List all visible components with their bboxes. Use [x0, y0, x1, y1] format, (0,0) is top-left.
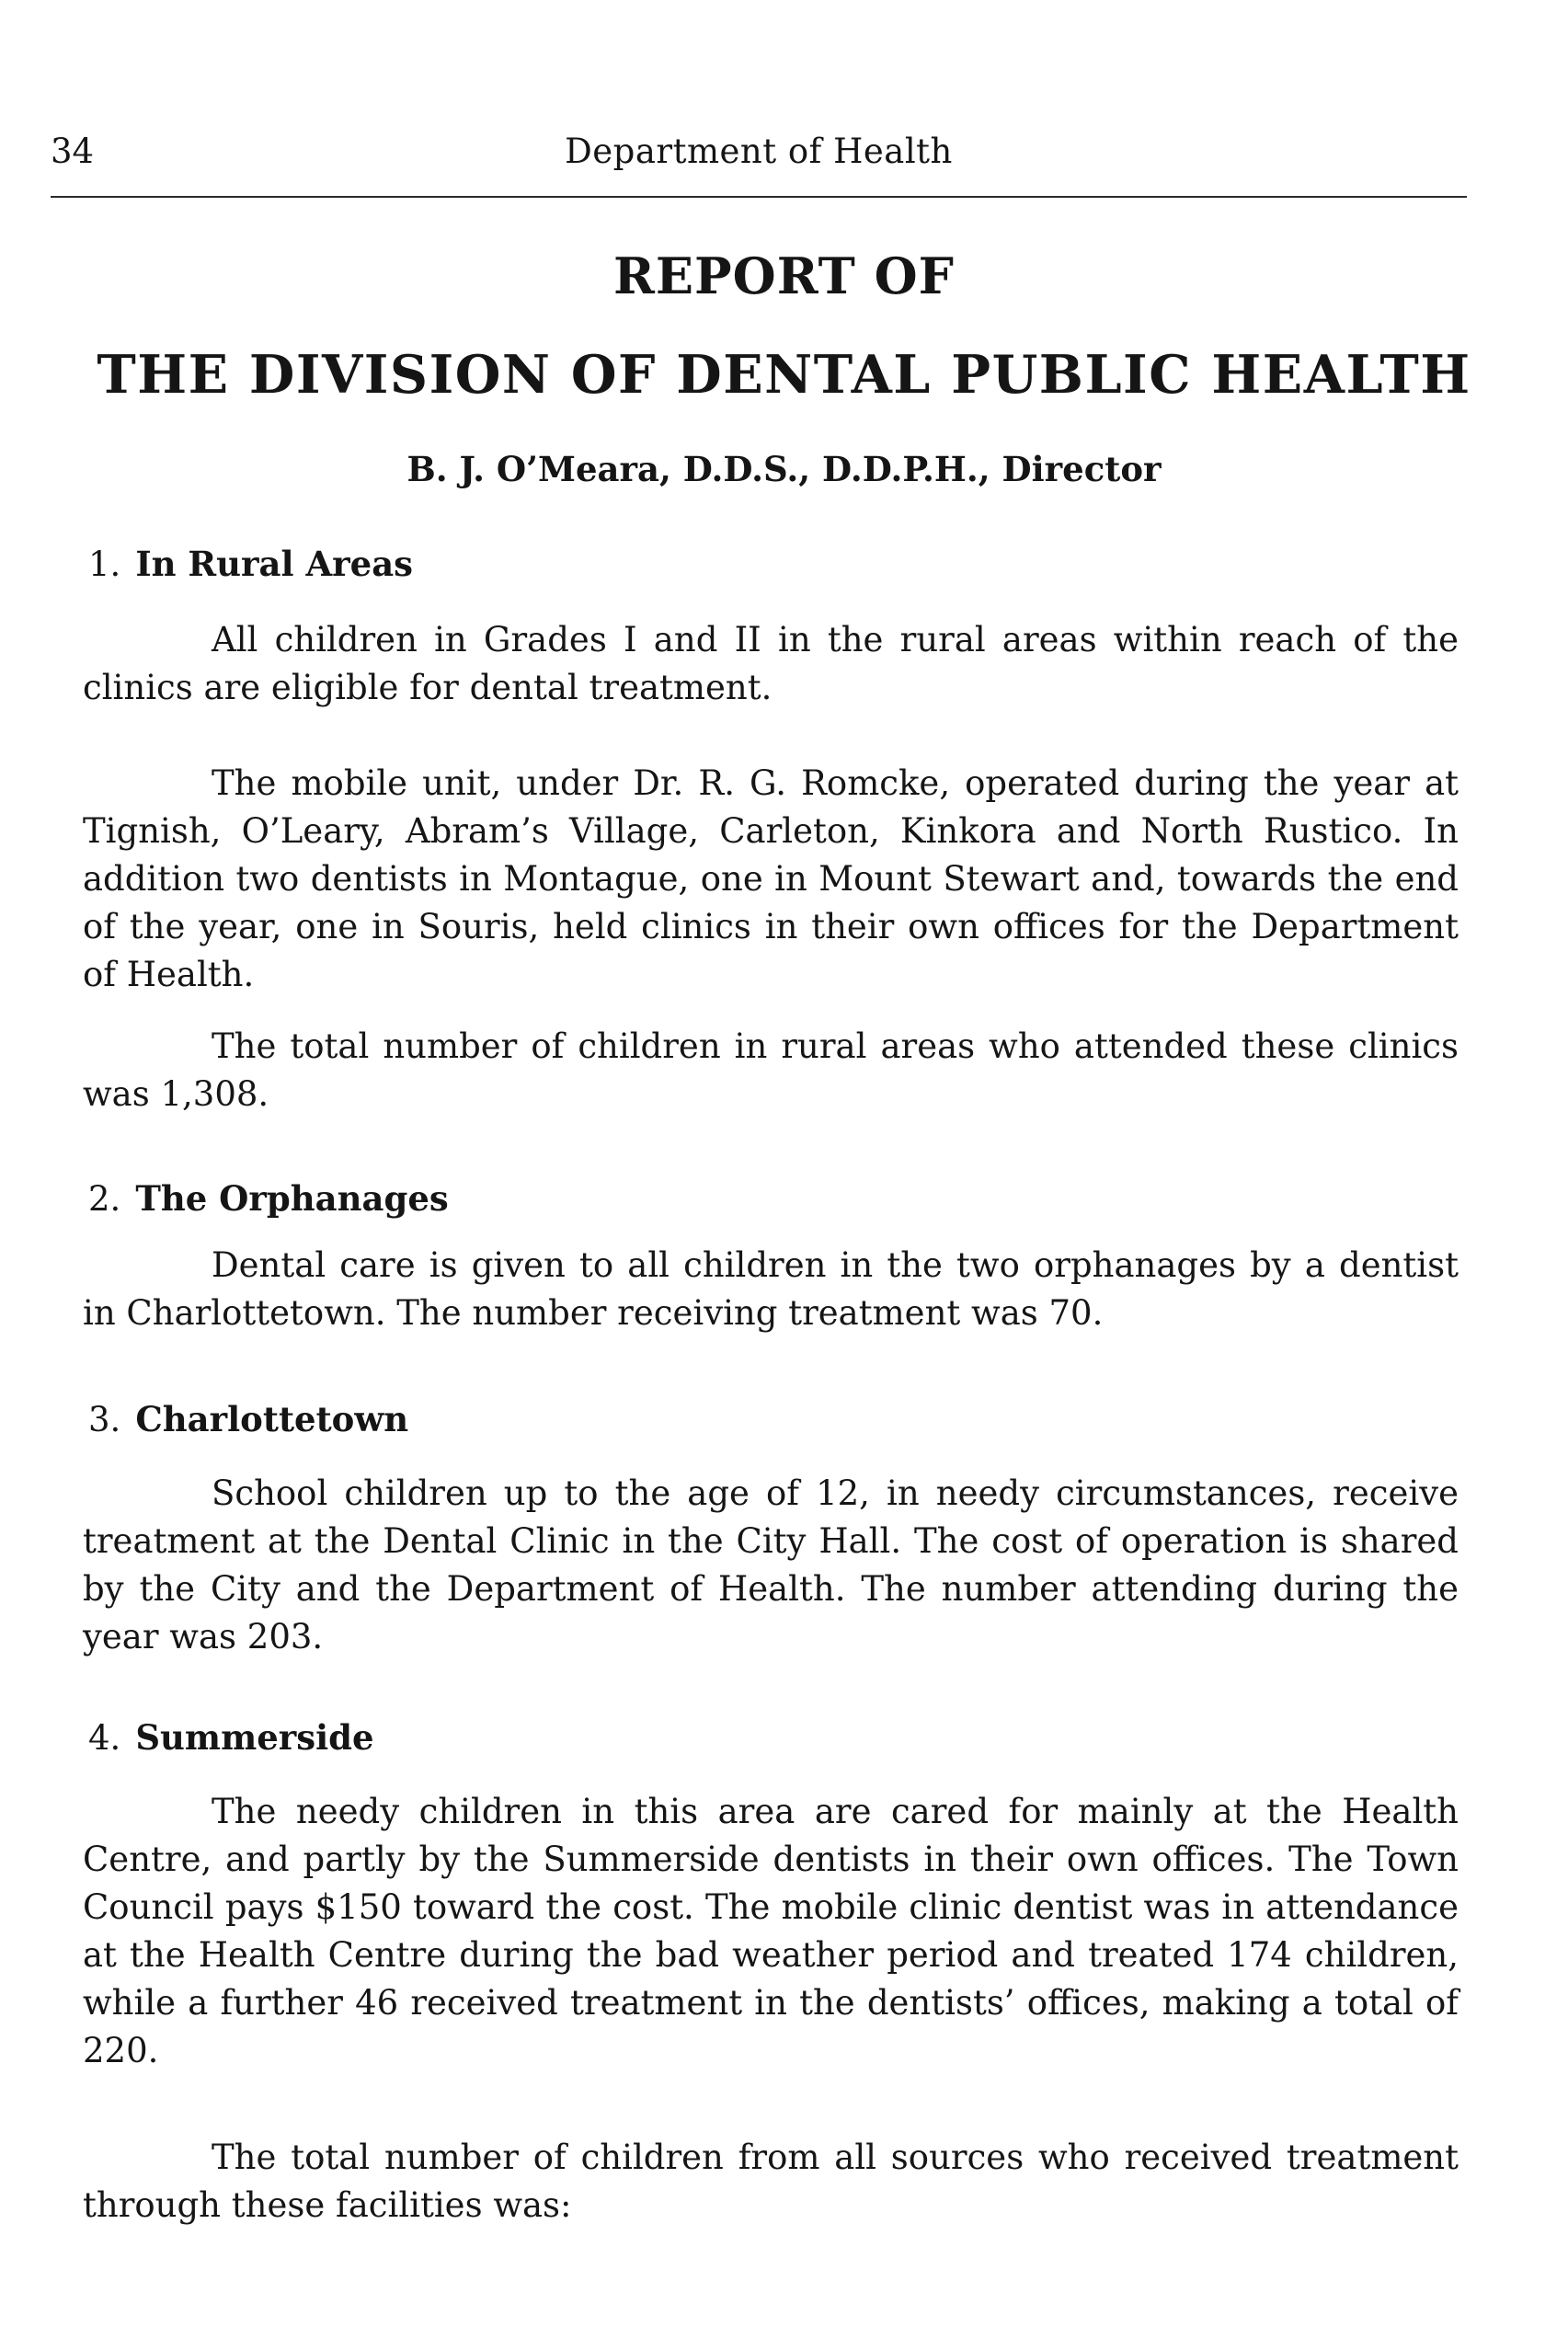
section-title: In Rural Areas	[135, 544, 414, 584]
section-title: Summerside	[135, 1717, 374, 1758]
paragraph: The total number of children in rural areas who attended these clinics was 1,308.	[83, 1026, 1459, 1114]
page-number: 34	[51, 132, 95, 171]
paragraph: The total number of children from all sources who received treatment through these facilities was:	[83, 2138, 1459, 2225]
running-head	[51, 129, 1467, 184]
header-rule	[51, 196, 1467, 198]
section-number: 1.	[88, 545, 121, 584]
paragraph: Dental care is given to all children in the two orphanages by a dentist in Charlottetown. The number receiving treatment was 70.	[83, 1245, 1459, 1333]
paragraph: School children up to the age of 12, in needy circumstances, receive treatment at the Dental Clinic in the City Hall. The cost of operation is shared by the City and the Department of Health. The number attending during the year was 203.	[83, 1473, 1459, 1656]
running-title: Department of Health	[565, 132, 953, 171]
report-title-line2: THE DIVISION OF DENTAL PUBLIC HEALTH	[97, 344, 1471, 406]
paragraph: The needy children in this area are cared for mainly at the Health Centre, and partly by the Summerside dentists in their own offices. The Town Council pays $150 toward the cost. The mobile clinic dentist was in attendance at the Health Centre during the bad weather period and treated 174 children, while a further 46 received treatment in the dentists’ offices, making a total of 220.	[83, 1792, 1459, 2070]
section-heading-rural-areas	[88, 541, 413, 588]
section-heading-summerside	[88, 1714, 374, 1761]
paragraph: The mobile unit, under Dr. R. G. Romcke, operated during the year at Tignish, O’Leary, Abram’s Village, Carleton, Kinkora and North Rustico. In addition two dentists in Montague, one in Mount Stewart and, towards the end of the year, one in Souris, held clinics in their own offices for the Department of Health.	[83, 763, 1459, 994]
paragraph: All children in Grades I and II in the rural areas within reach of the clinics are eligible for dental treatment.	[83, 620, 1459, 707]
section-heading-orphanages	[88, 1175, 449, 1222]
section-number: 4.	[88, 1718, 121, 1758]
section-heading-charlottetown	[88, 1396, 408, 1443]
section-title: The Orphanages	[135, 1178, 449, 1219]
report-title-line1: REPORT OF	[613, 246, 955, 305]
director-line: B. J. O’Meara, D.D.S., D.D.P.H., Director	[406, 449, 1162, 489]
section-title: Charlottetown	[135, 1399, 409, 1439]
section-number: 3.	[88, 1400, 121, 1439]
section-number: 2.	[88, 1179, 121, 1219]
